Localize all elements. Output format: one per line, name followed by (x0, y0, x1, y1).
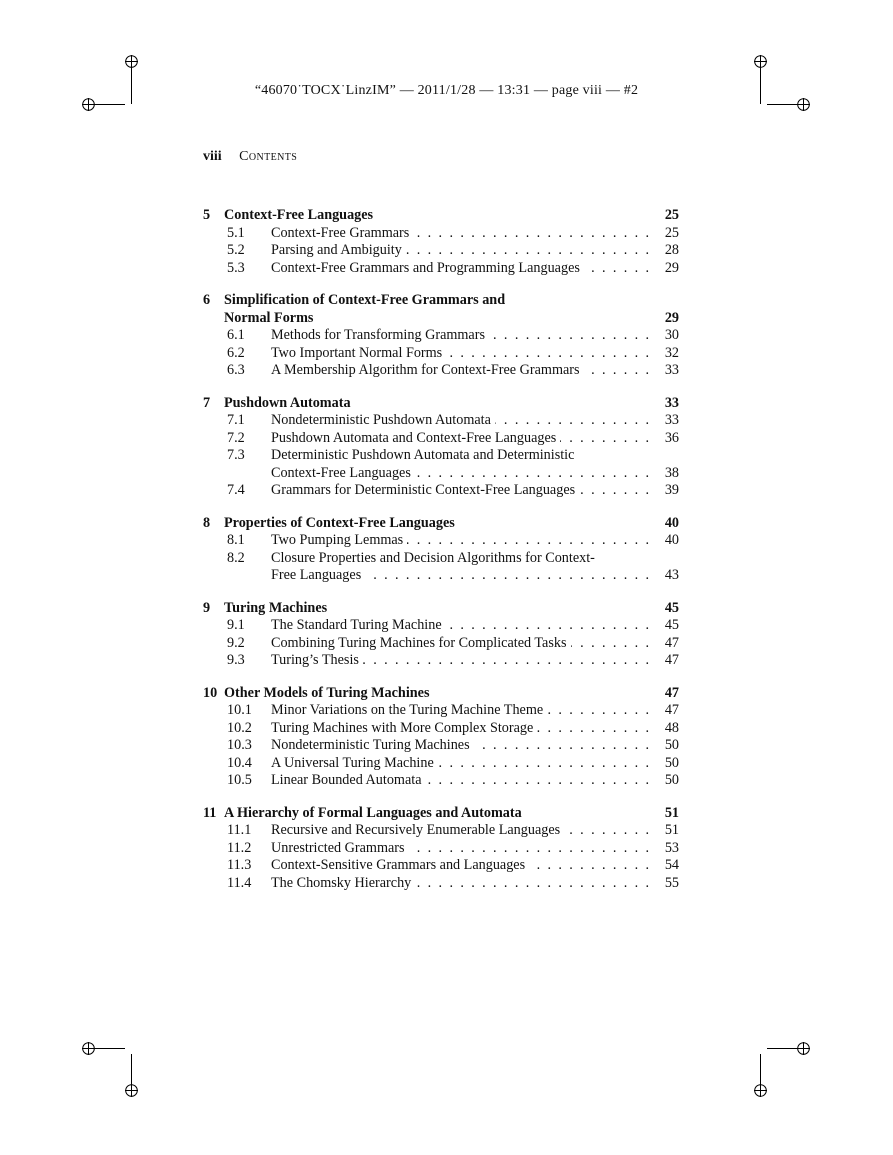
section-page-number: 53 (664, 839, 679, 856)
section-page-number: 33 (664, 412, 679, 428)
section-page-number: 28 (664, 242, 679, 258)
registration-circle-icon (797, 98, 810, 111)
section-title-text: Combining Turing Machines for Complicated Tasks (271, 635, 571, 651)
section-title-text: Pushdown Automata and Context-Free Languages (271, 430, 560, 446)
section-number: 11.2 (227, 839, 252, 856)
toc-chapter (203, 805, 679, 893)
section-title (271, 412, 651, 430)
section-number: 11.3 (227, 857, 252, 873)
section-title (271, 550, 651, 568)
section-number: 10.1 (227, 702, 252, 718)
section-title-text: Grammars for Deterministic Context-Free Languages (271, 482, 579, 498)
section-title (271, 447, 651, 465)
running-head-title: Contents (239, 149, 298, 164)
section-title (271, 260, 651, 278)
section-title (271, 327, 651, 345)
toc-section-row[interactable] (203, 840, 679, 858)
section-title (271, 617, 651, 635)
section-title-text: A Membership Algorithm for Context-Free Grammars (271, 362, 584, 378)
section-page-number: 32 (664, 344, 679, 361)
chapter-page-number: 40 (664, 514, 679, 531)
chapter-title: Normal Forms (224, 309, 314, 326)
section-title (271, 635, 651, 653)
chapter-heading-row[interactable] (203, 207, 679, 225)
chapter-page-number: 47 (664, 684, 679, 701)
section-number: 5.3 (227, 259, 245, 276)
section-title (271, 430, 651, 448)
section-title-text: Nondeterministic Turing Machines (271, 737, 474, 753)
section-page-number: 50 (664, 737, 679, 753)
section-title (271, 242, 651, 260)
toc-section-row[interactable] (203, 225, 679, 243)
section-title (271, 465, 651, 483)
section-title-text: Turing’s Thesis (271, 652, 363, 668)
section-page-number: 30 (664, 327, 679, 343)
toc-chapter (203, 685, 679, 790)
section-page-number: 25 (664, 224, 679, 241)
chapter-heading-row[interactable] (203, 310, 679, 328)
toc-section-row[interactable] (203, 327, 679, 345)
toc-section-row[interactable] (203, 242, 679, 260)
chapter-heading-row[interactable] (203, 805, 679, 823)
chapter-number: 10 (203, 684, 218, 701)
chapter-heading-row[interactable] (203, 292, 679, 310)
running-head-page-number: viii (203, 149, 222, 164)
toc-chapter (203, 292, 679, 380)
chapter-number: 8 (203, 514, 211, 531)
section-page-number: 43 (664, 567, 679, 583)
section-title (271, 840, 651, 858)
section-page-number: 45 (664, 617, 679, 633)
chapter-title: Simplification of Context-Free Grammars and (224, 292, 506, 308)
section-title-text: The Standard Turing Machine (271, 617, 446, 633)
registration-circle-icon (125, 55, 138, 68)
section-title-text: A Universal Turing Machine (271, 755, 438, 771)
chapter-heading-row[interactable] (203, 600, 679, 618)
section-number: 7.3 (227, 447, 245, 463)
registration-circle-icon (754, 55, 767, 68)
section-title-text: Two Important Normal Forms (271, 345, 446, 361)
toc-section-row[interactable] (203, 617, 679, 635)
toc-section-row[interactable] (203, 430, 679, 448)
section-title-text: Context-Sensitive Grammars and Languages (271, 857, 529, 873)
section-number: 5.2 (227, 242, 245, 258)
section-title-text: Context-Free Grammars (271, 225, 413, 241)
section-title (271, 225, 651, 243)
chapter-title: Pushdown Automata (224, 394, 351, 411)
section-title-text: Recursive and Recursively Enumerable Languages (271, 822, 564, 838)
section-title (271, 737, 651, 755)
section-number: 9.2 (227, 634, 245, 651)
chapter-number: 5 (203, 207, 211, 223)
section-page-number: 47 (664, 702, 679, 718)
section-title (271, 345, 651, 363)
printer-slug-line: “46070˙TOCX˙LinzIM” — 2011/1/28 — 13:31 — page viii — #2 (254, 83, 639, 98)
chapter-title: A Hierarchy of Formal Languages and Automata (224, 804, 522, 821)
toc-section-row[interactable] (203, 737, 679, 755)
section-page-number: 33 (664, 362, 679, 378)
section-number: 11.4 (227, 874, 252, 891)
toc-chapter (203, 515, 679, 585)
chapter-title: Turing Machines (224, 599, 328, 616)
section-page-number: 50 (664, 754, 679, 771)
section-page-number: 48 (664, 719, 679, 736)
toc-section-row[interactable] (203, 345, 679, 363)
section-page-number: 40 (664, 532, 679, 548)
section-title-text: Linear Bounded Automata (271, 772, 426, 788)
registration-circle-icon (797, 1042, 810, 1055)
section-title (271, 702, 651, 720)
chapter-number: 6 (203, 292, 211, 308)
section-number: 6.3 (227, 362, 245, 378)
section-page-number: 36 (664, 429, 679, 446)
section-title (271, 362, 651, 380)
section-title (271, 857, 651, 875)
section-page-number: 47 (664, 634, 679, 651)
section-title-text: Two Pumping Lemmas (271, 532, 407, 548)
toc-section-row[interactable] (203, 447, 679, 465)
toc-section-row[interactable] (203, 550, 679, 568)
registration-circle-icon (125, 1084, 138, 1097)
section-page-number: 54 (664, 857, 679, 873)
chapter-page-number: 45 (664, 599, 679, 616)
toc-section-row[interactable] (203, 260, 679, 278)
section-title (271, 652, 651, 670)
section-page-number: 29 (664, 259, 679, 276)
section-number: 8.1 (227, 532, 245, 548)
section-title-text: Deterministic Pushdown Automata and Deterministic (271, 447, 578, 463)
section-title-text: Context-Free Grammars and Programming Languages (271, 260, 584, 276)
section-page-number: 47 (664, 652, 679, 668)
table-of-contents (203, 207, 679, 907)
section-title-text: Unrestricted Grammars (271, 840, 409, 856)
section-number: 7.1 (227, 412, 245, 428)
toc-section-row[interactable] (203, 635, 679, 653)
section-page-number: 50 (664, 772, 679, 788)
chapter-title: Context-Free Languages (224, 207, 374, 223)
section-number: 9.3 (227, 652, 245, 668)
toc-section-row[interactable] (203, 482, 679, 500)
section-title (271, 482, 651, 500)
chapter-heading-row[interactable] (203, 395, 679, 413)
section-number: 10.3 (227, 737, 252, 753)
section-title-text: Minor Variations on the Turing Machine Theme (271, 702, 547, 718)
toc-section-row[interactable] (203, 875, 679, 893)
toc-section-row[interactable] (203, 702, 679, 720)
section-title-text: Closure Properties and Decision Algorithms for Context- (271, 550, 599, 566)
chapter-page-number: 25 (664, 207, 679, 223)
section-page-number: 51 (664, 822, 679, 838)
section-title-text: Free Languages (271, 567, 365, 583)
toc-section-row[interactable] (203, 532, 679, 550)
chapter-number: 11 (203, 804, 217, 821)
chapter-page-number: 29 (664, 309, 679, 326)
registration-circle-icon (82, 98, 95, 111)
toc-chapter (203, 207, 679, 277)
section-title (271, 772, 651, 790)
running-head (203, 149, 297, 165)
chapter-heading-row[interactable] (203, 685, 679, 703)
section-page-number: 55 (664, 874, 679, 891)
section-title-text: Parsing and Ambiguity (271, 242, 406, 258)
toc-chapter (203, 395, 679, 500)
toc-section-row[interactable] (203, 652, 679, 670)
toc-section-row[interactable] (203, 755, 679, 773)
chapter-page-number: 51 (664, 804, 679, 821)
section-number: 7.4 (227, 482, 245, 498)
section-number: 6.2 (227, 344, 245, 361)
section-title-text: Turing Machines with More Complex Storage (271, 720, 537, 736)
section-number: 10.5 (227, 772, 252, 788)
section-title-text: Nondeterministic Pushdown Automata (271, 412, 495, 428)
section-number: 8.2 (227, 549, 245, 566)
section-title (271, 720, 651, 738)
section-title-text: Methods for Transforming Grammars (271, 327, 489, 343)
chapter-heading-row[interactable] (203, 515, 679, 533)
section-number: 9.1 (227, 617, 245, 633)
section-title (271, 755, 651, 773)
section-title (271, 875, 651, 893)
section-number: 7.2 (227, 429, 245, 446)
chapter-title: Other Models of Turing Machines (224, 684, 430, 701)
section-title-text: The Chomsky Hierarchy (271, 875, 415, 891)
toc-section-row[interactable] (203, 822, 679, 840)
toc-section-row[interactable] (203, 772, 679, 790)
chapter-page-number: 33 (664, 394, 679, 411)
section-number: 11.1 (227, 822, 252, 838)
toc-section-row[interactable] (203, 362, 679, 380)
section-number: 10.2 (227, 719, 252, 736)
section-number: 10.4 (227, 754, 252, 771)
toc-chapter (203, 600, 679, 670)
section-title (271, 822, 651, 840)
registration-circle-icon (82, 1042, 95, 1055)
toc-section-row[interactable] (203, 857, 679, 875)
section-number: 6.1 (227, 327, 245, 343)
toc-section-row[interactable] (203, 412, 679, 430)
section-title (271, 532, 651, 550)
section-page-number: 39 (664, 482, 679, 498)
section-title (271, 567, 651, 585)
section-number: 5.1 (227, 224, 245, 241)
section-title-text: Context-Free Languages (271, 465, 415, 481)
toc-section-row[interactable] (203, 567, 679, 585)
section-page-number: 38 (664, 464, 679, 481)
toc-section-row[interactable] (203, 720, 679, 738)
toc-section-row[interactable] (203, 465, 679, 483)
chapter-number: 7 (203, 394, 211, 411)
chapter-title: Properties of Context-Free Languages (224, 514, 455, 531)
registration-circle-icon (754, 1084, 767, 1097)
chapter-number: 9 (203, 599, 211, 616)
